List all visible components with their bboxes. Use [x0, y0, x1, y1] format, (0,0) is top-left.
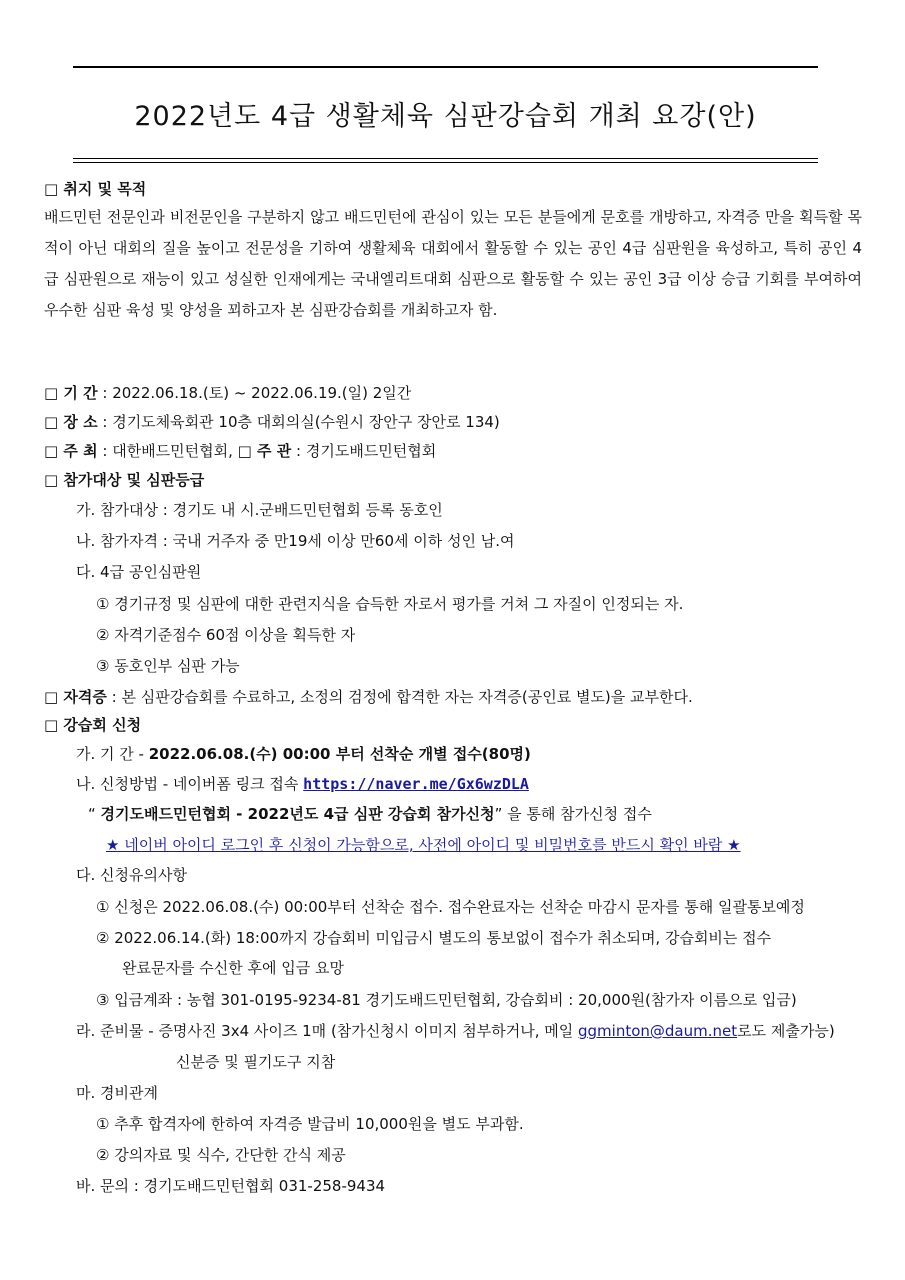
- place-value: : 경기도체육회관 10층 대회의실(수원시 장안구 장안로 134): [97, 413, 500, 431]
- apply-ma: 마. 경비관계: [76, 1084, 158, 1102]
- apply-ga-label: 가. 기 간 -: [76, 745, 149, 763]
- apply-ma2: ② 강의자료 및 식수, 간단한 간식 제공: [96, 1146, 346, 1164]
- apply-ra-pre: 라. 준비물 - 증명사진 3x4 사이즈 1매 (참가신청시 이미지 첨부하거나, 메일: [76, 1022, 578, 1040]
- host-value: : 대한배드민턴협회,: [97, 442, 238, 460]
- target-d3: ③ 동호인부 심판 가능: [96, 657, 240, 675]
- apply-ra2: 신분증 및 필기도구 지참: [176, 1053, 336, 1071]
- purpose-heading: □ 취지 및 목적: [44, 180, 147, 198]
- apply-ra-post: 로도 제출가능): [737, 1022, 835, 1040]
- apply-na-label: 나. 신청방법 - 네이버폼 링크 접속: [76, 775, 304, 793]
- apply-ga-value: 2022.06.08.(수) 00:00 부터 선착순 개별 접수(80명): [148, 745, 531, 763]
- apply-ga: [76, 743, 531, 765]
- apply-da: 다. 신청유의사항: [76, 866, 187, 884]
- host-label: □ 주 최: [44, 442, 98, 460]
- apply-ra: [76, 1020, 835, 1042]
- document-title: 2022년도 4급 생활체육 심판강습회 개최 요강(안): [134, 101, 757, 132]
- organizer-label: □ 주 관: [237, 442, 292, 460]
- cert-value: : 본 심판강습회를 수료하고, 소정의 검정에 합격한 자는 자격증(공인료 별도)을 교부한다.: [106, 688, 693, 706]
- period-label: □ 기 간: [44, 384, 98, 402]
- title-box: [73, 66, 818, 159]
- period-line: [44, 382, 411, 404]
- apply-da2b: 완료문자를 수신한 후에 입금 요망: [122, 959, 344, 977]
- apply-ma1: ① 추후 합격자에 한하여 자격증 발급비 10,000원을 별도 부과함.: [96, 1115, 524, 1133]
- target-d1: ① 경기규정 및 심판에 대한 관련지식을 습득한 자로서 평가를 거쳐 그 자질이 인정되는 자.: [96, 595, 684, 613]
- host-line: [44, 440, 436, 462]
- target-na: 나. 참가자격 : 국내 거주자 중 만19세 이상 만60세 이하 성인 남.여: [76, 532, 515, 550]
- apply-da2a: ② 2022.06.14.(화) 18:00까지 강습회비 미입금시 별도의 통보없이 접수가 취소되며, 강습회비는 접수: [96, 929, 772, 947]
- target-d2: ② 자격기준점수 60점 이상을 획득한 자: [96, 626, 356, 644]
- apply-da3: ③ 입금계좌 : 농협 301-0195-9234-81 경기도배드민턴협회, 강습회비 : 20,000원(참가자 이름으로 입금): [96, 991, 797, 1009]
- cert-label: □ 자격증: [44, 688, 107, 706]
- apply-na: [76, 773, 529, 795]
- quote-close: ” 을 통해 참가신청 접수: [494, 805, 652, 823]
- target-da: 다. 4급 공인심판원: [76, 563, 202, 581]
- naver-form-link[interactable]: https://naver.me/Gx6wzDLA: [303, 775, 529, 793]
- apply-quote: [88, 803, 652, 825]
- quote-title: 경기도배드민턴협회 - 2022년도 4급 심판 강습회 참가신청: [100, 805, 495, 823]
- apply-heading: □ 강습회 신청: [44, 716, 142, 734]
- place-label: □ 장 소: [44, 413, 98, 431]
- period-value: : 2022.06.18.(토) ~ 2022.06.19.(일) 2일간: [97, 384, 412, 402]
- apply-da1: ① 신청은 2022.06.08.(수) 00:00부터 선착순 접수. 접수완료자는 선착순 마감시 문자를 통해 일괄통보예정: [96, 898, 805, 916]
- target-ga: 가. 참가대상 : 경기도 내 시.군배드민턴협회 등록 동호인: [76, 501, 443, 519]
- organizer-value: : 경기도배드민턴협회: [291, 442, 437, 460]
- place-line: [44, 411, 500, 433]
- naver-login-notice: ★ 네이버 아이디 로그인 후 신청이 가능함으로, 사전에 아이디 및 비밀번호를 반드시 확인 바람 ★: [106, 836, 741, 854]
- purpose-body: 배드민턴 전문인과 비전문인을 구분하지 않고 배드민턴에 관심이 있는 모든 분들에게 문호를 개방하고, 자격증 만을 획득할 목적이 아닌 대회의 질을 높이고 전문성을 기하여 생활체육 대회에서 활동할 수 있는 공인 4급 심판원을 육성하고, 특히 공인 4급 심판원으로 재능이 있고 성실한 인재에게는 국내엘리트대회 심판으로 활동할 수 있는 공인 3급 이상 승급 기회를 부여하여 우수한 심판 육성 및 양성을 꾀하고자 본 심판강습회를 개최하고자 함.: [44, 208, 862, 319]
- email-link[interactable]: ggminton@daum.net: [578, 1022, 738, 1040]
- cert-line: [44, 686, 693, 708]
- apply-ba: 바. 문의 : 경기도배드민턴협회 031-258-9434: [76, 1177, 386, 1195]
- quote-open: “: [88, 805, 101, 823]
- target-heading: □ 참가대상 및 심판등급: [44, 471, 205, 489]
